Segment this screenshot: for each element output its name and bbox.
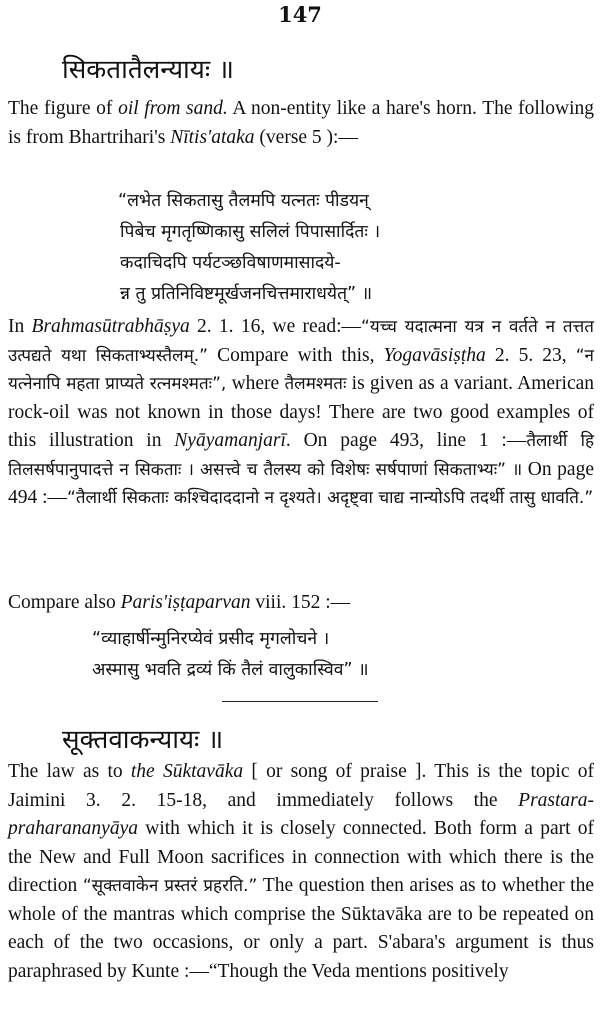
italic-term: the Sūktavāka [130,761,244,782]
text-run: The law as to [8,761,131,782]
text-run: On page 494 :— [8,458,594,508]
italic-term: oil from sand. [118,98,228,119]
sanskrit-quote: तैलार्थी हि तिलसर्षपानुपादत्ते न सिकताः । असत्त्वे च तैलस्य को विशेषः सर्षपाणां सिकताभ्यः” ॥ [8,431,595,480]
sanskrit-verse-nitisataka [118,186,380,310]
sanskrit-quote: “तैलार्थी सिकताः कश्चिदाददानो न दृश्यते। अदृष्ट्वा चाद्य नान्योऽपि तदर्थी तासु धावति.” [67,488,594,508]
text-run: with which it is closely connected. Both form a part of the New and Full Moon sacrifices in connection with which there is the direction [8,818,594,896]
text-run: The question then arises as to whether the whole of the mantras which comprise the Sūktavāka are to be repeated on each of the two occasions, or only a part. S'abara's argument is thus paraphrased by Kunte :—“Though the Veda mentions positively [8,875,595,982]
text-run: is given as a variant. American rock-oil was not known in those days! There are two good examples of this illustration in [8,373,595,451]
sanskrit-quote: “सूक्तवाकेन प्रस्तरं प्रहरति.” [82,876,258,896]
text-run: Compare also [8,592,121,613]
paragraph-brahmasutrabhasya [8,313,594,513]
text-run: (verse 5 ):— [254,126,358,148]
text-run: 2. 5. 23, [485,344,576,366]
sanskrit-quote: “यच्च यदात्मना यत्र न वर्तते न तत्तत उत्पद्यते यथा सिकताभ्यस्तैलम्.” [8,317,594,366]
text-run: 2. 1. 16, we read:— [189,316,362,337]
sanskrit-quote: “न यत्नेनापि महता प्राप्यते रत्नमश्मतः”, [8,345,594,394]
italic-title: Nyāyamanjarī [174,430,286,451]
text-run: . On page 493, line 1 :— [285,430,527,451]
text-run: [ or song of praise ]. This is the topic of Jaimini 3. 2. 15-18, and immediately follows the [8,761,594,811]
section-divider [222,701,378,702]
section-heading-sikatatailanyaya: सिकतातैलन्यायः ॥ [62,55,234,85]
italic-title: Paris'iṣṭaparvan [120,592,251,613]
sanskrit-variant: तैलमश्मतः [284,374,347,394]
verse-line: न्न तु प्रतिनिविष्टमूर्खजनचित्तमाराधयेत्” ॥ [120,284,373,304]
italic-title: Nītis'ataka [170,126,255,148]
verse-line: “व्याहार्षीन्मुनिरप्येवं प्रसीद मृगलोचने । [92,629,330,649]
paragraph-parisistaparvan [8,589,594,618]
page-number: 147 [278,2,322,27]
verse-line: अस्मासु भवति द्रव्यं किं तैलं वालुकास्विव” ॥ [92,660,369,680]
italic-title: Brahmasūtrabhāṣya [31,316,190,337]
text-run: viii. 152 :— [250,592,351,613]
verse-line: कदाचिदपि पर्यटञ्छविषाणमासादये- [120,253,341,273]
text-run: In [8,316,32,337]
paragraph-oil-from-sand [8,95,594,152]
verse-line: “लभेत सिकतासु तैलमपि यत्नतः पीडयन् [118,191,369,211]
verse-line: पिबेच मृगतृष्णिकासु सलिलं पिपासार्दितः । [120,222,381,242]
text-run: The figure of [8,98,119,119]
text-run: where [226,373,285,394]
paragraph-suktavaka [8,758,594,986]
sanskrit-verse-parisistaparvan [92,624,369,686]
text-run: A non-entity like a hare's horn. The following is from Bhartrihari's [8,98,594,148]
italic-term: Prastara-praharananyāya [8,789,594,839]
section-heading-suktavakanyaya: सूक्तवाकन्यायः ॥ [62,725,224,755]
italic-title: Yogavāsiṣṭha [383,344,486,366]
text-run: Compare with this, [208,344,384,366]
